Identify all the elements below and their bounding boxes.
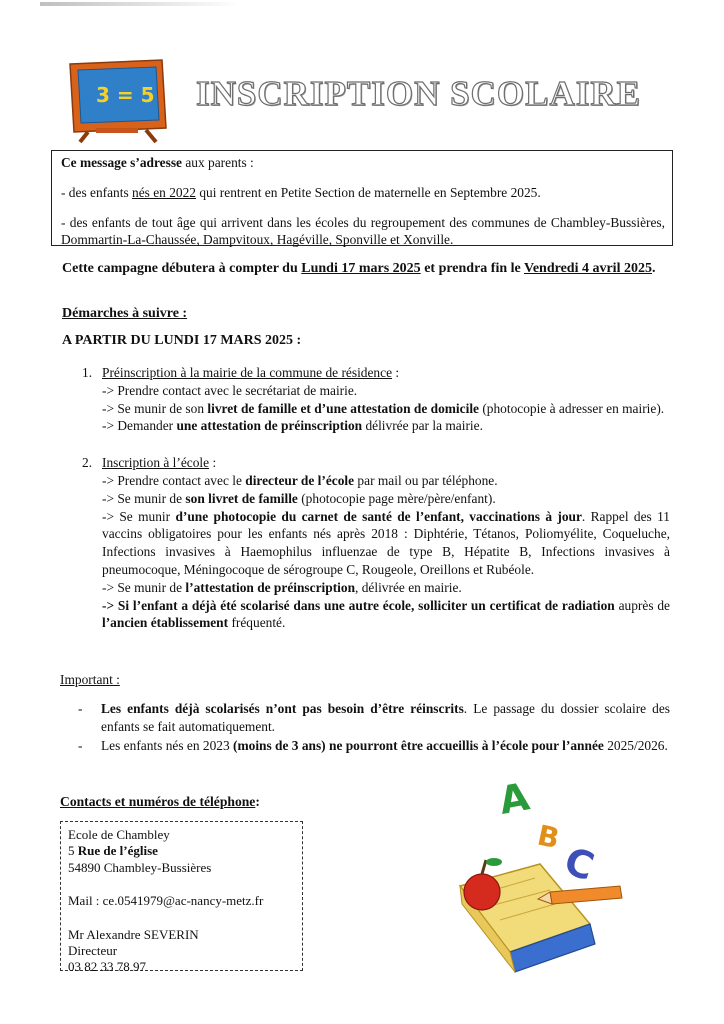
intro-box <box>51 150 673 246</box>
important-list <box>78 700 670 756</box>
intro-audience: Ce message s’adresse aux parents : <box>61 155 254 170</box>
intro-children-all-ages: - des enfants de tout âge qui arrivent dans les écoles du regroupement des communes de Chambley-Bussières, Dommartin-La-Chaussée, Dampvitoux, Hagéville, Sponville et Xonville. <box>61 215 665 247</box>
director-role: Directeur <box>68 943 118 959</box>
important-heading: Important : <box>60 672 120 687</box>
letter-a: A <box>495 774 533 823</box>
step-1-title: 1. Préinscription à la mairie de la commune de résidence : <box>82 365 400 380</box>
step-2-line-5: -> Si l’enfant a déjà été scolarisé dans une autre école, solliciter un certificat de radiation auprès de l’ancien établissement fréquenté. <box>102 597 670 631</box>
date-heading: A PARTIR DU LUNDI 17 MARS 2025 : <box>62 333 302 348</box>
school-street: 5 Rue de l’église <box>68 843 158 859</box>
important-item-1: - Les enfants déjà scolarisés n’ont pas besoin d’être réinscrits. Le passage du dossier scolaire des enfants se fait automatiquement. <box>78 701 671 734</box>
scan-edge-shadow <box>40 2 240 6</box>
important-item-2: - Les enfants nés en 2023 (moins de 3 ans) ne pourront être accueillis à l’école pour l’année 2025/2026. <box>78 738 668 753</box>
school-city: 54890 Chambley-Bussières <box>68 859 212 875</box>
step-2-line-4: -> Se munir de l’attestation de préinscription, délivrée en mairie. <box>102 579 462 595</box>
chalkboard-icon <box>66 58 172 144</box>
step-1-line-1: -> Prendre contact avec le secrétariat de mairie. <box>102 382 358 398</box>
step-1-line-3: -> Demander une attestation de préinscription délivrée par la mairie. <box>102 418 483 434</box>
contacts-heading: Contacts et numéros de téléphone: <box>60 794 260 809</box>
step-2-line-3: -> Se munir d’une photocopie du carnet de santé de l’enfant, vaccinations à jour. Rappel des 11 vaccins obligatoires pour les enfants nés après 2018 : Diphtérie, Tétanos, Poliomyélite, Coqueluche, Infections invasives à Haemophilus influenzae de type B, Hépatite B, Infections invasives à pneumocoque, Méningocoque de sérogroupe C, Rougeole, Oreillons et Rubéole. <box>102 508 670 577</box>
step-2-title: 2. Inscription à l’école : <box>82 455 217 471</box>
step-2-line-2: -> Se munir de son livret de famille (photocopie page mère/père/enfant). <box>102 490 496 506</box>
campaign-end: Vendredi 4 avril 2025 <box>524 261 652 276</box>
letter-c: C <box>559 838 600 890</box>
page-title: INSCRIPTION SCOLAIRE <box>196 74 641 113</box>
intro-children-2022: - des enfants nés en 2022 qui rentrent en Petite Section de maternelle en Septembre 2025. <box>61 185 541 200</box>
director-name: Mr Alexandre SEVERIN <box>68 926 199 942</box>
campaign-dates: Cette campagne débutera à compter du Lundi 17 mars 2025 et prendra fin le Vendredi 4 avril 2025. <box>62 261 656 276</box>
board-digits: 3 = 5 <box>96 83 155 107</box>
steps-list <box>82 364 670 632</box>
step-1-line-2: -> Se munir de son livret de famille et d’une attestation de domicile (photocopie à adresser en mairie). <box>102 400 665 416</box>
school-phone: 03 82 33 78 97 <box>68 959 146 975</box>
campaign-start: Lundi 17 mars 2025 <box>301 261 421 276</box>
contact-box <box>60 821 303 975</box>
school-email: Mail : ce.0541979@ac-nancy-metz.fr <box>68 893 264 909</box>
school-name: Ecole de Chambley <box>68 827 170 842</box>
letter-b: B <box>534 818 563 856</box>
abc-book-illustration <box>440 774 640 984</box>
step-2-line-1: -> Prendre contact avec le directeur de l’école par mail ou par téléphone. <box>102 472 498 488</box>
steps-heading: Démarches à suivre : <box>62 306 188 321</box>
